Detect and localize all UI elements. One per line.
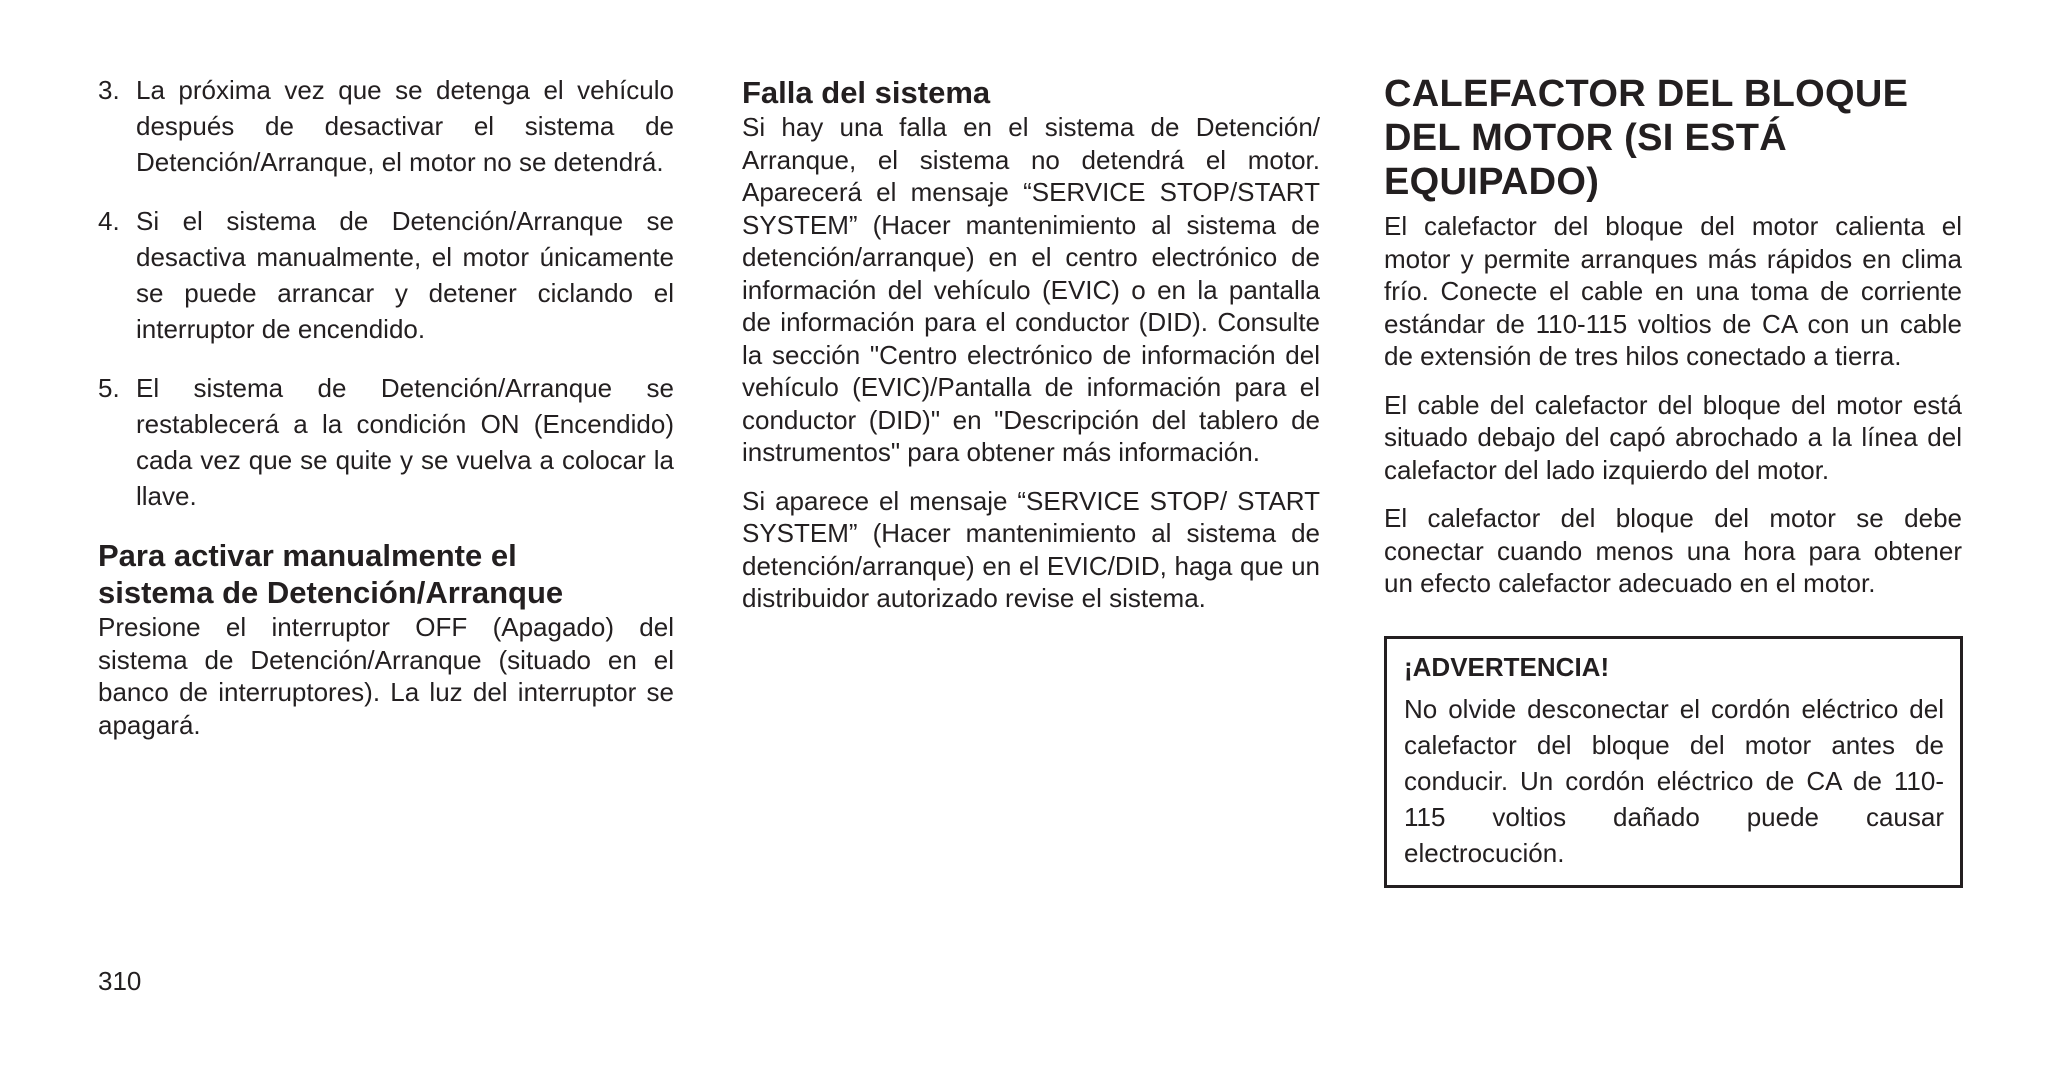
system-failure-heading: Falla del sistema [742,75,991,110]
block-heater-paragraph-3: El calefactor del bloque del motor se debe conectar cuando menos una hora para obtener un efecto calefactor adecuado en el motor. [1384,503,1962,598]
page-number: 310 [98,966,142,996]
warning-box [1384,636,1963,888]
numbered-list [98,72,674,514]
list-item [98,370,674,514]
warning-text: No olvide desconectar el cordón eléctrico del calefactor del bloque del motor antes de conducir. Un cordón eléctrico de CA de 110-115 voltios dañado puede causar electrocución. [1404,693,1944,868]
list-item-text: La próxima vez que se detenga el vehículo después de desactivar el sistema de Detención/Arranque, el motor no se detendrá. [136,75,674,177]
system-failure-paragraph: Si hay una falla en el sistema de Detención/ Arranque, el sistema no detendrá el motor. Aparecerá el mensaje “SERVICE STOP/START SYSTEM” (Hacer mantenimiento al sistema de detención/arranque) en el centro electrónico de información del vehículo (EVIC) o en la pantalla de información para el conductor (DID). Consulte la sección "Centro electrónico de información del vehículo (EVIC)/Pantalla de información para el conductor (DID)" en "Descripción del tablero de instrumentos" para obtener más información. [742,112,1320,467]
list-item-text: Si el sistema de Detención/Arranque se desactiva manualmente, el motor únicamente se puede arrancar y detener ciclando el interruptor de encendido. [136,206,674,344]
manual-activation-heading-line1: Para activar manualmente el [98,538,517,573]
block-heater-heading-line1: CALEFACTOR DEL BLOQUE [1384,73,1909,115]
list-item-text: El sistema de Detención/Arranque se restablecerá a la condición ON (Encendido) cada vez que se quite y se vuelva a colocar la llave. [136,373,674,511]
list-item-number: 5. [98,373,120,403]
manual-activation-paragraph: Presione el interruptor OFF (Apagado) del sistema de Detención/Arranque (situado en el banco de interruptores). La luz del interruptor se apagará. [98,612,674,740]
list-item [98,203,674,347]
left-column [98,72,674,757]
service-message-paragraph: Si aparece el mensaje “SERVICE STOP/ START SYSTEM” (Hacer mantenimiento al sistema de detención/arranque) en el EVIC/DID, haga que un distribuidor autorizado revise el sistema. [742,485,1320,613]
middle-column [742,74,1320,631]
block-heater-heading-line2: DEL MOTOR (SI ESTÁ [1384,117,1788,159]
warning-title: ¡ADVERTENCIA! [1404,651,1610,682]
right-column [1384,72,1962,888]
block-heater-heading-line3: EQUIPADO) [1384,161,1600,203]
manual-activation-heading [98,537,674,611]
block-heater-heading [1384,72,1962,204]
block-heater-paragraph-1: El calefactor del bloque del motor calienta el motor y permite arranques más rápidos en clima frío. Conecte el cable en una toma de corriente estándar de 110-115 voltios de CA con un cable de extensión de tres hilos conectado a tierra. [1384,211,1962,371]
block-heater-paragraph-2: El cable del calefactor del bloque del motor está situado debajo del capó abrochado a la línea del calefactor del lado izquierdo del motor. [1384,389,1962,485]
list-item-number: 4. [98,206,120,236]
list-item [98,72,674,180]
list-item-number: 3. [98,75,120,105]
manual-activation-heading-line2: sistema de Detención/Arranque [98,575,564,610]
